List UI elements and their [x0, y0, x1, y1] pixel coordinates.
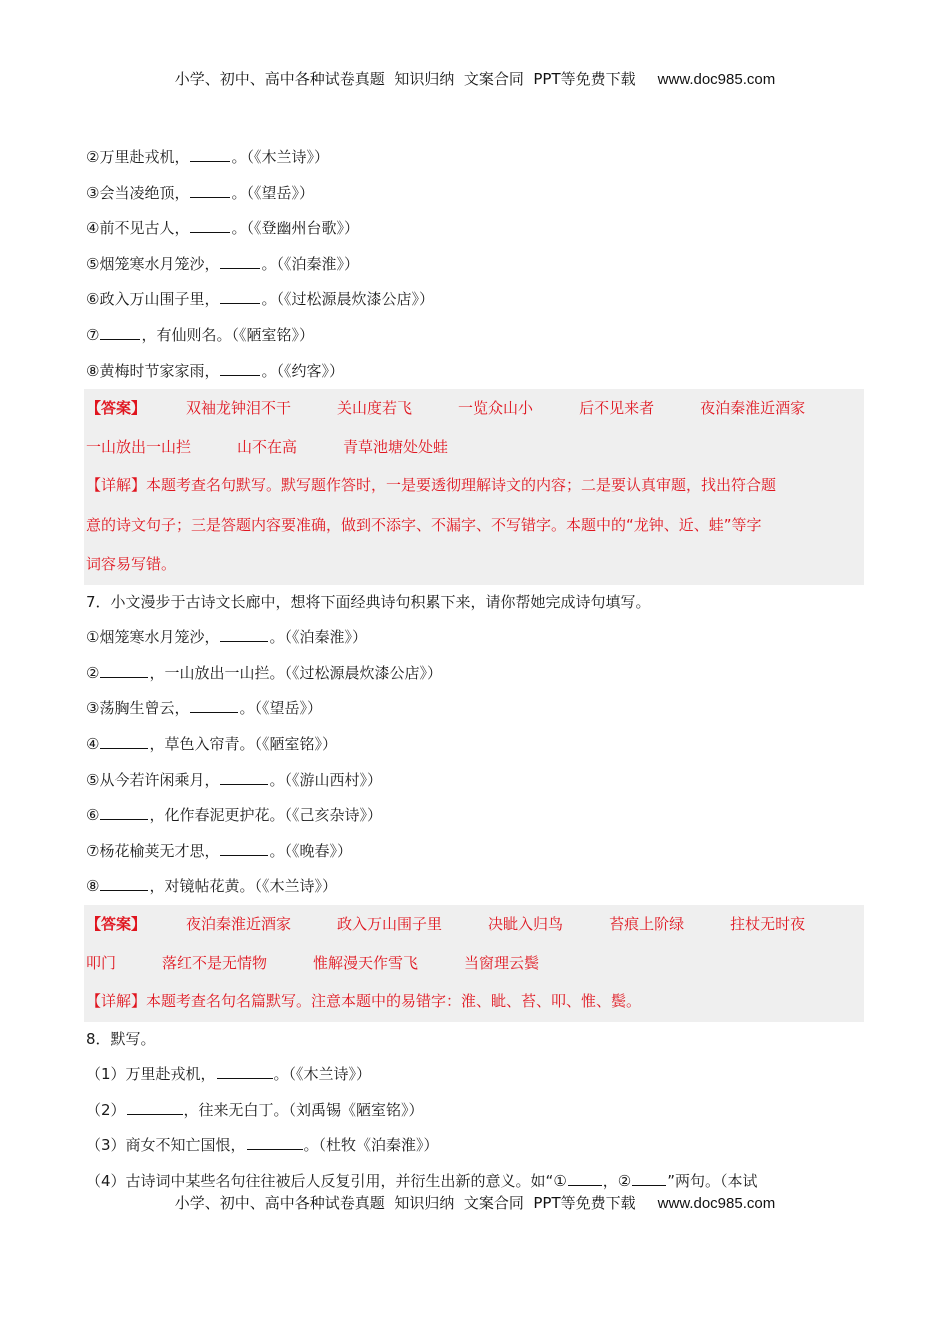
answer-item: 山不在高: [237, 437, 298, 456]
q7-item: ⑤从今若许闲乘月， 。（《游山西村》）: [86, 763, 864, 799]
q7-item: ⑧ ，对镜帖花黄。（《木兰诗》）: [86, 869, 864, 905]
q7-answer-line: [86, 905, 862, 944]
answer-item: 夜泊秦淮近酒家: [700, 399, 806, 418]
q7-item: ④ ，草色入帘青。（《陋室铭》）: [86, 727, 864, 763]
q7-title: 7．小文漫步于古诗文长廊中，想将下面经典诗句积累下来，请你帮她完成诗句填写。: [86, 592, 651, 611]
answer-item: 当窗理云鬓: [464, 953, 540, 972]
q8-item: （4）古诗词中某些名句往往被后人反复引用，并衍生出新的意义。如“① ，② ”两句。（本试: [86, 1164, 864, 1200]
footer-text: 小学、初中、高中各种试卷真题 知识归纳 文案合同 PPT等免费下载: [174, 1194, 636, 1212]
answer-item: 关山度若飞: [337, 399, 413, 418]
answer-item: 惟解漫天作雪飞: [313, 953, 419, 972]
q6-answer-box: [84, 389, 864, 585]
q6-answer-line: [86, 389, 862, 428]
answer-item: 一山放出一山拦: [86, 437, 192, 456]
q8-title: 8．默写。: [86, 1029, 156, 1048]
q6-item: ⑧黄梅时节家家雨， 。（《约客》）: [86, 354, 864, 390]
answer-item: 苔痕上阶绿: [609, 915, 685, 933]
q7-detail: 【详解】本题考查名句名篇默写。注意本题中的易错字：淮、眦、苔、叩、惟、鬓。: [86, 992, 642, 1010]
q6-item: ⑦ ，有仙则名。（《陋室铭》）: [86, 318, 864, 354]
document-body: [86, 140, 864, 1199]
q6-detail: 【详解】本题考查名句默写。默写题作答时，一是要透彻理解诗文的内容；二是要认真审题，找出符合题 意的诗文句子；三是答题内容要准确，做到不添字、不漏字、不写错字。本题中的“龙钟、近、蛙”等字 词容易写错。: [86, 476, 777, 574]
q6-item: ③会当凌绝顶， 。（《望岳》）: [86, 176, 864, 212]
q7-items: [86, 620, 864, 905]
answer-item: 落红不是无情物: [162, 953, 268, 972]
answer-tag: 【答案】: [86, 399, 147, 418]
q7-answer-box: [84, 905, 864, 1022]
answer-item: 后不见来者: [579, 399, 655, 418]
answer-item: 决眦入归鸟: [488, 915, 564, 933]
answer-item: 夜泊秦淮近酒家: [186, 915, 292, 933]
q6-answer-line: [86, 428, 862, 467]
footer-url[interactable]: www.doc985.com: [657, 1195, 776, 1212]
answer-tag: 【答案】: [86, 915, 147, 933]
q6-item: ④前不见古人， 。（《登幽州台歌》）: [86, 211, 864, 247]
q7-item: ⑥ ，化作春泥更护花。（《己亥杂诗》）: [86, 798, 864, 834]
q8-item: （2） ，往来无白丁。（刘禹锡《陋室铭》）: [86, 1093, 864, 1129]
q8-items: [86, 1057, 864, 1199]
page-footer: [0, 1192, 950, 1213]
q7-item: ①烟笼寒水月笼沙， 。（《泊秦淮》）: [86, 620, 864, 656]
q6-item: ⑥政入万山围子里， 。（《过松源晨炊漆公店》）: [86, 282, 864, 318]
header-text: 小学、初中、高中各种试卷真题 知识归纳 文案合同 PPT等免费下载: [174, 70, 636, 88]
page-header: [0, 68, 950, 89]
answer-item: 一览众山小: [458, 399, 534, 418]
q7-item: ⑦杨花榆荚无才思， 。（《晚春》）: [86, 834, 864, 870]
answer-item: 拄杖无时夜: [730, 915, 806, 933]
q6-item: ②万里赴戎机， 。（《木兰诗》）: [86, 140, 864, 176]
answer-item: 叩门: [86, 953, 117, 972]
q7-item: ② ，一山放出一山拦。（《过松源晨炊漆公店》）: [86, 656, 864, 692]
q8-item: （1）万里赴戎机， 。（《木兰诗》）: [86, 1057, 864, 1093]
q6-item: ⑤烟笼寒水月笼沙， 。（《泊秦淮》）: [86, 247, 864, 283]
q7-item: ③荡胸生曾云， 。（《望岳》）: [86, 691, 864, 727]
header-url[interactable]: www.doc985.com: [657, 71, 776, 88]
q7-answer-line: [86, 944, 862, 983]
q8-item: （3）商女不知亡国恨， 。（杜牧《泊秦淮》）: [86, 1128, 864, 1164]
answer-item: 青草池塘处处蛙: [343, 437, 449, 456]
answer-item: 政入万山围子里: [337, 915, 443, 933]
q6-items: [86, 140, 864, 389]
answer-item: 双袖龙钟泪不干: [186, 399, 292, 418]
